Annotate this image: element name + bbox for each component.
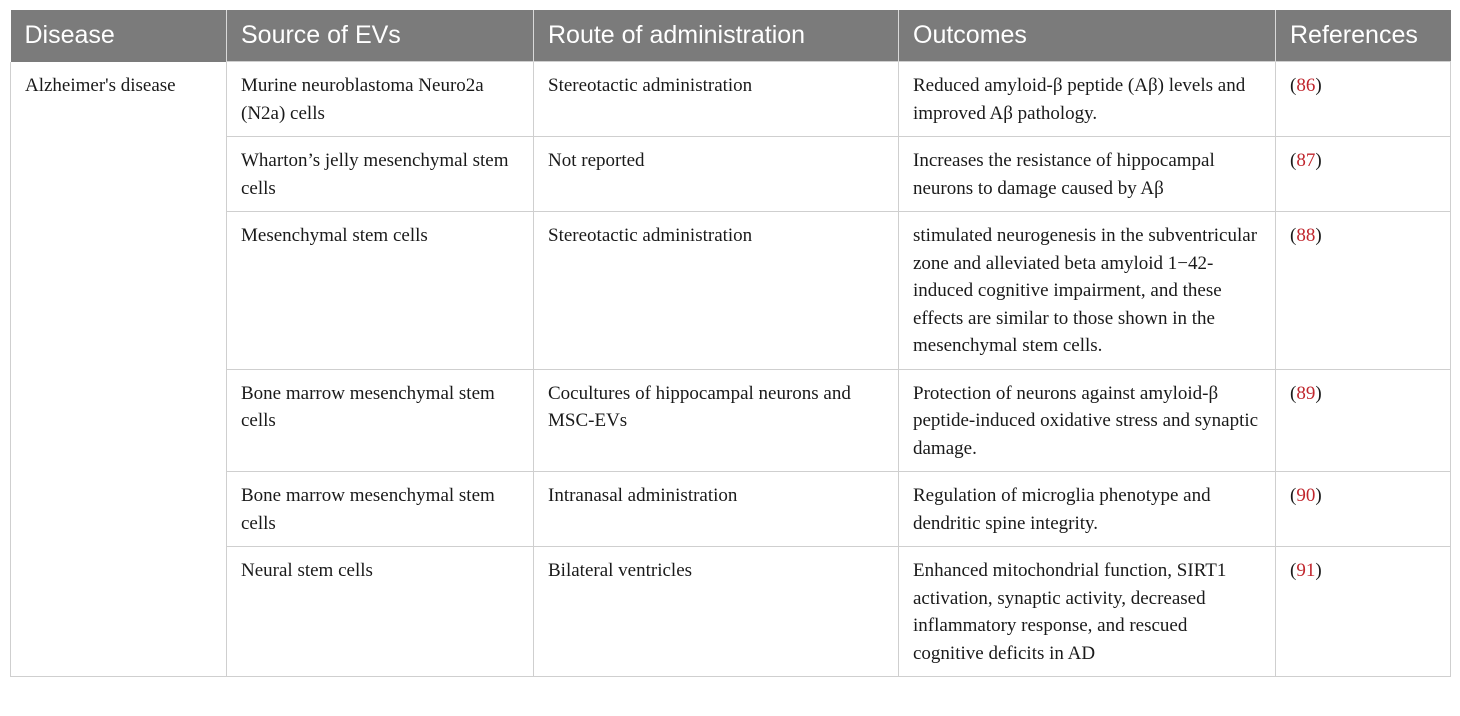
table-row bbox=[11, 137, 1451, 212]
reference-cell: (87) bbox=[1276, 137, 1451, 212]
table-row bbox=[11, 212, 1451, 370]
outcome-cell: stimulated neurogenesis in the subventricular zone and alleviated beta amyloid 1−42-induced cognitive impairment, and these effects are similar to those shown in the mesenchymal stem cells. bbox=[899, 212, 1276, 370]
outcome-cell: Increases the resistance of hippocampal neurons to damage caused by Aβ bbox=[899, 137, 1276, 212]
reference-link[interactable]: 88 bbox=[1296, 225, 1316, 246]
reference-cell: (90) bbox=[1276, 472, 1451, 547]
outcome-cell: Protection of neurons against amyloid-β peptide-induced oxidative stress and synaptic damage. bbox=[899, 369, 1276, 472]
table-row bbox=[11, 547, 1451, 677]
route-cell: Stereotactic administration bbox=[534, 212, 899, 370]
route-cell: Not reported bbox=[534, 137, 899, 212]
reference-cell: (89) bbox=[1276, 369, 1451, 472]
reference-link[interactable]: 86 bbox=[1296, 75, 1316, 96]
outcome-cell: Regulation of microglia phenotype and dendritic spine integrity. bbox=[899, 472, 1276, 547]
source-cell: Mesenchymal stem cells bbox=[227, 212, 534, 370]
route-cell: Stereotactic administration bbox=[534, 62, 899, 137]
column-header-source: Source of EVs bbox=[227, 10, 534, 62]
reference-cell: (86) bbox=[1276, 62, 1451, 137]
source-cell: Neural stem cells bbox=[227, 547, 534, 677]
route-cell: Intranasal administration bbox=[534, 472, 899, 547]
table-row bbox=[11, 62, 1451, 137]
reference-link[interactable]: 89 bbox=[1296, 382, 1316, 404]
reference-cell: (91) bbox=[1276, 547, 1451, 677]
column-header-route: Route of administration bbox=[534, 10, 899, 62]
route-cell: Cocultures of hippocampal neurons and MSC-EVs bbox=[534, 369, 899, 472]
outcome-cell: Enhanced mitochondrial function, SIRT1 activation, synaptic activity, decreased inflammatory response, and rescued cognitive deficits in AD bbox=[899, 547, 1276, 677]
table-header-row bbox=[11, 10, 1451, 62]
reference-link[interactable]: 87 bbox=[1296, 150, 1316, 171]
column-header-disease: Disease bbox=[11, 10, 227, 62]
ev-studies-table-container bbox=[10, 10, 1450, 677]
reference-link[interactable]: 90 bbox=[1296, 485, 1316, 506]
reference-cell: (88) bbox=[1276, 212, 1451, 370]
table-row bbox=[11, 369, 1451, 472]
column-header-references: References bbox=[1276, 10, 1451, 62]
source-cell: Bone marrow mesenchymal stem cells bbox=[227, 472, 534, 547]
source-cell: Wharton’s jelly mesenchymal stem cells bbox=[227, 137, 534, 212]
outcome-cell: Reduced amyloid-β peptide (Aβ) levels and improved Aβ pathology. bbox=[899, 62, 1276, 137]
route-cell: Bilateral ventricles bbox=[534, 547, 899, 677]
ev-studies-table bbox=[10, 10, 1451, 677]
table-row bbox=[11, 472, 1451, 547]
disease-cell: Alzheimer's disease bbox=[11, 62, 227, 677]
column-header-outcomes: Outcomes bbox=[899, 10, 1276, 62]
source-cell: Bone marrow mesenchymal stem cells bbox=[227, 369, 534, 472]
source-cell: Murine neuroblastoma Neuro2a (N2a) cells bbox=[227, 62, 534, 137]
reference-link[interactable]: 91 bbox=[1296, 560, 1316, 581]
